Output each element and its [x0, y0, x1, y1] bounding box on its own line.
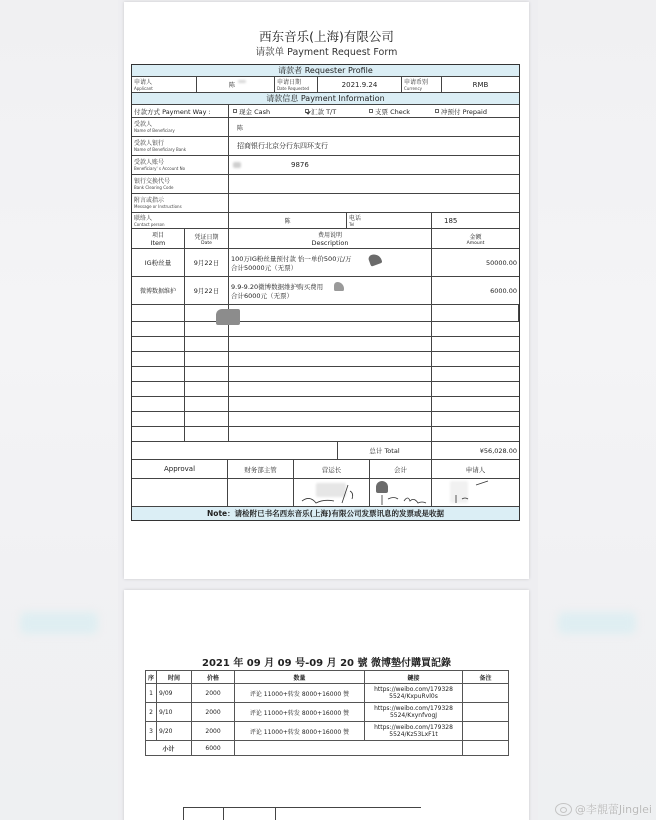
- message-label-cn: 附言或指示: [134, 197, 165, 204]
- currency-label-en: Currency: [404, 85, 423, 91]
- amount-header: [432, 229, 519, 248]
- items-table: [132, 229, 519, 520]
- record-header-row: [146, 671, 509, 684]
- record-note: [463, 684, 509, 703]
- accountant-signature: [370, 479, 432, 506]
- item-header-en: Item: [150, 239, 166, 247]
- record-row: [146, 684, 509, 703]
- record-quantity: 评论 11000+转发 8000+16000 赞: [235, 722, 365, 741]
- record-link[interactable]: [365, 684, 463, 703]
- link-line2[interactable]: 5524/KxynfvogJ: [389, 712, 438, 719]
- record-time: 9/20: [157, 722, 192, 741]
- message-label: [132, 194, 229, 212]
- clearing-row: [132, 175, 519, 194]
- clearing-value: [229, 175, 519, 193]
- empty-item-row: [132, 427, 519, 442]
- record-time: 9/10: [157, 703, 192, 722]
- item-description: [229, 277, 432, 304]
- bank-label-en: Name of Beneficiary Bank: [134, 147, 187, 152]
- contact-name: 陈: [284, 218, 291, 225]
- contact-value: [229, 213, 347, 228]
- form-title: 请款单 Payment Request Form: [255, 47, 398, 58]
- date-label: [275, 77, 318, 92]
- currency-label-cn: 申请币别: [404, 78, 429, 86]
- purchase-record-table: [145, 670, 509, 756]
- option-label: 汇款 T/T: [311, 107, 337, 116]
- message-value: [229, 194, 519, 212]
- record-title: 2021 年 09 月 09 号-09 月 20 號 微博墊付購買記錄: [202, 658, 451, 669]
- description-header: [229, 229, 432, 248]
- record-row: [146, 703, 509, 722]
- item-row: [132, 249, 519, 277]
- requester-row: [132, 77, 519, 93]
- empty-item-row: [132, 322, 519, 337]
- option-label: 冲预付 Prepaid: [441, 107, 487, 116]
- col-link: 鏈接: [365, 671, 463, 684]
- bank-value: [229, 137, 519, 155]
- item-amount: 50000.00: [485, 258, 517, 267]
- tel-value: [432, 213, 519, 228]
- bank-label-cn: 受款人银行: [134, 140, 165, 147]
- weibo-watermark: [555, 801, 652, 817]
- applicant-name: 陈: [229, 82, 236, 89]
- link-line2[interactable]: 5524/Kz53LxF1t: [389, 731, 438, 738]
- account-number: 9876: [291, 161, 309, 169]
- applicant-sign-label: 申请人: [465, 465, 486, 474]
- account-label-cn: 受款人账号: [134, 159, 165, 166]
- item-date: 9月22日: [185, 277, 229, 304]
- clearing-label-cn: 银行交换代号: [134, 178, 171, 185]
- checkbox-checked-icon[interactable]: [305, 109, 309, 113]
- requester-section-header: 请款者 Requester Profile: [132, 65, 519, 77]
- record-quantity: 评论 11000+转发 8000+16000 赞: [235, 703, 365, 722]
- item-name: 微博数据维护: [132, 277, 185, 304]
- col-no: 序: [146, 671, 157, 684]
- description-line1: 9.9-9.20微博数据维护购买费用: [231, 282, 324, 291]
- total-label: 总计 Total: [338, 442, 432, 459]
- watermark-text: @李靚蕾Jinglei: [574, 803, 652, 816]
- col-notes: 备注: [463, 671, 509, 684]
- coo-signature: [294, 479, 370, 506]
- contact-label: [132, 213, 229, 228]
- record-link[interactable]: [365, 703, 463, 722]
- record-link[interactable]: [365, 722, 463, 741]
- account-label: [132, 156, 229, 174]
- tel-label: [347, 213, 432, 228]
- record-quantity: 评论 11000+转发 8000+16000 赞: [235, 684, 365, 703]
- empty-item-row: [132, 367, 519, 382]
- date-header-cn: 凭证日期: [194, 233, 219, 241]
- link-line1[interactable]: https://weibo.com/179328: [374, 705, 453, 712]
- contact-label-en: Contact person: [134, 221, 165, 227]
- description-line1: 100万IG粉丝量预付款 怡一单价500元/万: [231, 254, 352, 263]
- coo-label: 营运长: [294, 460, 370, 478]
- option-label: 现金 Cash: [239, 107, 271, 116]
- applicant-label-en: Applicant: [134, 85, 153, 91]
- clearing-label: [132, 175, 229, 193]
- amount-header-cn: 金额: [469, 233, 482, 241]
- bank-row: [132, 137, 519, 156]
- contact-row: [132, 213, 519, 229]
- payment-option-cash[interactable]: [233, 107, 305, 116]
- payment-option-check[interactable]: [369, 107, 435, 116]
- items-header-row: [132, 229, 519, 249]
- payment-options: [229, 105, 519, 117]
- weibo-purchase-record-page: [124, 590, 529, 820]
- signature-scribble-icon: [296, 481, 366, 505]
- record-note: [463, 703, 509, 722]
- empty-item-row: [132, 397, 519, 412]
- tel-label-en: Tel: [349, 221, 355, 227]
- redacted-mark: [216, 309, 240, 325]
- background-blur-left: [0, 0, 118, 820]
- note-bar: Note：请检附已书名西东音乐(上海)有限公司发票讯息的发票或是收据: [132, 507, 519, 520]
- message-row: [132, 194, 519, 213]
- empty-item-row: [132, 352, 519, 367]
- bank-label: [132, 137, 229, 155]
- record-price: 2000: [192, 703, 235, 722]
- bank-name: 招商银行北京分行东四环支行: [237, 142, 328, 150]
- empty-item-row: [132, 305, 519, 322]
- item-description: [229, 249, 432, 276]
- finance-supervisor-label: 财务部主管: [228, 460, 294, 478]
- amount-header-en: Amount: [466, 240, 485, 246]
- item-header-cn: 项目: [151, 232, 164, 239]
- beneficiary-row: [132, 118, 519, 137]
- redacted-blur: [238, 80, 246, 83]
- signature-row: [132, 479, 519, 507]
- record-no: 2: [146, 703, 157, 722]
- item-amount: 6000.00: [490, 286, 517, 295]
- applicant-label-cn: 申请人: [134, 78, 153, 86]
- tel-number: 185: [444, 216, 458, 225]
- clearing-label-en: Bank Clearing Code: [134, 185, 174, 190]
- company-name: 西东音乐(上海)有限公司: [259, 29, 394, 44]
- background-blur-right: [538, 0, 656, 820]
- item-row: [132, 277, 519, 305]
- contact-label-cn: 联络人: [134, 214, 153, 222]
- date-value: [318, 77, 402, 92]
- date-header-en: Date: [201, 240, 212, 246]
- message-label-en: Message or Instructions: [134, 204, 182, 209]
- currency-label: [402, 77, 442, 92]
- link-line1[interactable]: https://weibo.com/179328: [374, 686, 453, 693]
- record-no: 3: [146, 722, 157, 741]
- total-row: [132, 442, 519, 460]
- record-price: 2000: [192, 722, 235, 741]
- payment-option-tt[interactable]: [305, 107, 369, 116]
- payment-section-header: 请款信息 Payment Information: [132, 93, 519, 105]
- subtotal-label: 小计: [146, 741, 192, 756]
- option-label: 支票 Check: [375, 107, 411, 116]
- applicant-value: [197, 77, 275, 92]
- checkbox-icon[interactable]: [369, 109, 373, 113]
- empty-item-row: [132, 337, 519, 352]
- signature-scribble-icon: [374, 483, 430, 505]
- item-header: [132, 229, 185, 248]
- date-requested: 2021.9.24: [341, 80, 378, 89]
- date-label-cn: 申请日期: [277, 78, 302, 86]
- beneficiary-label-cn: 受款人: [134, 121, 153, 128]
- signature-scribble-icon: [446, 479, 506, 505]
- checkbox-icon[interactable]: [233, 109, 237, 113]
- description-line2: 合计6000元（无票）: [231, 291, 294, 300]
- beneficiary-value: [229, 118, 519, 136]
- item-name: IG粉丝量: [132, 249, 185, 276]
- empty-item-row: [132, 382, 519, 397]
- subtotal-value: 6000: [192, 741, 235, 756]
- beneficiary-name: 陈: [237, 124, 244, 132]
- description-header-cn: 费用说明: [317, 232, 342, 239]
- col-quantity: 数量: [235, 671, 365, 684]
- approval-header-row: [132, 460, 519, 479]
- redacted-blur: [233, 162, 241, 168]
- record-time: 9/09: [157, 684, 192, 703]
- record-row: [146, 722, 509, 741]
- description-header-en: Description: [311, 239, 349, 247]
- date-header: [185, 229, 229, 248]
- col-price: 价格: [192, 671, 235, 684]
- account-value: [229, 156, 519, 174]
- record-price: 2000: [192, 684, 235, 703]
- description-line2: 合计50000元（无票）: [231, 263, 298, 272]
- currency-value: [442, 77, 519, 92]
- payment-option-prepaid[interactable]: [435, 107, 507, 116]
- beneficiary-label-en: Name of Beneficiary: [134, 128, 175, 133]
- total-value: ¥56,028.00: [479, 446, 517, 455]
- beneficiary-label: [132, 118, 229, 136]
- account-row: [132, 156, 519, 175]
- tel-label-cn: 电话: [349, 214, 362, 222]
- link-line1[interactable]: https://weibo.com/179328: [374, 724, 453, 731]
- payment-request-page: [124, 2, 529, 579]
- date-label-en: Date Requested: [277, 85, 310, 91]
- accountant-label: 会计: [370, 460, 432, 478]
- empty-item-row: [132, 412, 519, 427]
- subtotal-row: [146, 741, 509, 756]
- link-line2[interactable]: 5524/KxpuRvl0s: [389, 693, 438, 700]
- weibo-logo-icon: [555, 803, 572, 816]
- payment-way-row: [132, 105, 519, 118]
- record-note: [463, 722, 509, 741]
- applicant-signature: [432, 479, 519, 506]
- applicant-label: [132, 77, 197, 92]
- approval-label: Approval: [132, 460, 228, 478]
- checkbox-icon[interactable]: [435, 109, 439, 113]
- payment-form: [131, 64, 520, 521]
- col-time: 时间: [157, 671, 192, 684]
- record-no: 1: [146, 684, 157, 703]
- payment-way-label: 付款方式 Payment Way :: [132, 105, 229, 117]
- currency: RMB: [472, 80, 489, 89]
- account-label-en: Beneficiary' s Account No: [134, 166, 186, 171]
- next-table-stub: [183, 807, 421, 820]
- item-date: 9月22日: [185, 249, 229, 276]
